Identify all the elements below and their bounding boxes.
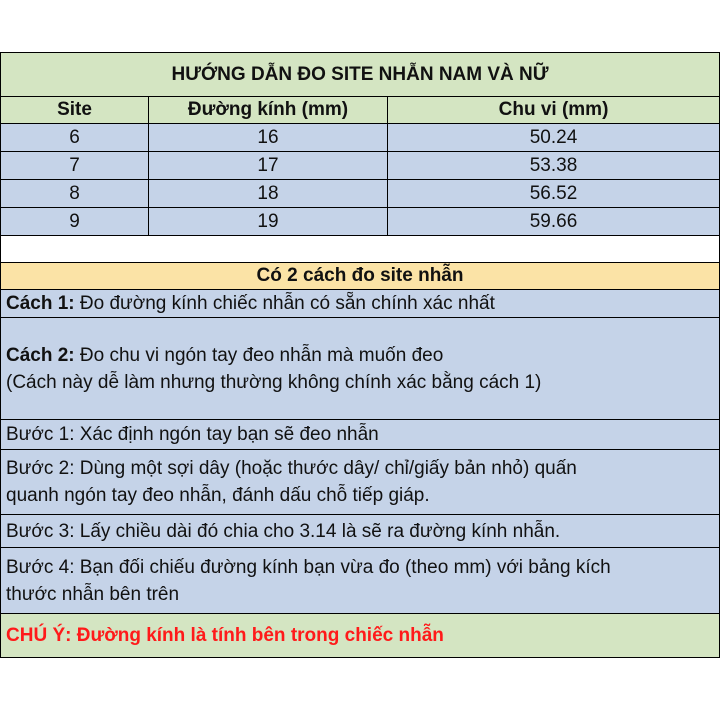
title-row — [1, 53, 720, 97]
circumference-cell: 50.24 — [388, 124, 720, 152]
method-1 — [1, 290, 720, 318]
method-1-label: Cách 1: — [6, 293, 75, 314]
method-2-text: Đo chu vi ngón tay đeo nhẫn mà muốn đeo — [74, 344, 444, 366]
diameter-cell: 16 — [149, 124, 388, 152]
step-row — [1, 450, 720, 515]
table-row — [1, 180, 720, 208]
step-4 — [1, 548, 720, 614]
note-row — [1, 614, 720, 658]
step-row — [1, 420, 720, 450]
important-note: CHÚ Ý: Đường kính là tính bên trong chiếc nhẫn — [1, 614, 720, 658]
method-2-label: Cách 2: — [6, 344, 75, 366]
step-3 — [1, 515, 720, 548]
method-2 — [1, 318, 720, 420]
column-header-site: Site — [1, 97, 149, 124]
method-1-row — [1, 290, 720, 318]
method-2-note: (Cách này dễ làm nhưng thường không chính xác bằng cách 1) — [6, 371, 542, 393]
step-1 — [1, 420, 720, 450]
table-row — [1, 152, 720, 180]
table-row — [1, 124, 720, 152]
step-4-line-2: thước nhẫn bên trên — [6, 583, 180, 605]
circumference-cell: 56.52 — [388, 180, 720, 208]
step-2-line-2: quanh ngón tay đeo nhẫn, đánh dấu chỗ tiếp giáp. — [6, 485, 430, 506]
diameter-cell: 19 — [149, 208, 388, 236]
ring-size-guide-table — [0, 52, 720, 658]
methods-heading: Có 2 cách đo site nhẫn — [1, 263, 720, 290]
site-cell: 6 — [1, 124, 149, 152]
site-cell: 9 — [1, 208, 149, 236]
step-2 — [1, 450, 720, 515]
spacer-row — [1, 236, 720, 263]
guide-title: HƯỚNG DẪN ĐO SITE NHẪN NAM VÀ NỮ — [1, 53, 720, 97]
step-1-line-1: Bước 1: Xác định ngón tay bạn sẽ đeo nhẫn — [6, 424, 379, 445]
empty-cell — [1, 236, 720, 263]
step-row — [1, 515, 720, 548]
circumference-cell: 53.38 — [388, 152, 720, 180]
column-header-circumference: Chu vi (mm) — [388, 97, 720, 124]
column-header-diameter: Đường kính (mm) — [149, 97, 388, 124]
methods-heading-row — [1, 263, 720, 290]
header-row — [1, 97, 720, 124]
site-cell: 7 — [1, 152, 149, 180]
table-row — [1, 208, 720, 236]
diameter-cell: 17 — [149, 152, 388, 180]
site-cell: 8 — [1, 180, 149, 208]
circumference-cell: 59.66 — [388, 208, 720, 236]
method-2-row — [1, 318, 720, 420]
diameter-cell: 18 — [149, 180, 388, 208]
step-4-line-1: Bước 4: Bạn đối chiếu đường kính bạn vừa đo (theo mm) với bảng kích — [6, 556, 611, 578]
step-3-line-1: Bước 3: Lấy chiều dài đó chia cho 3.14 là sẽ ra đường kính nhẫn. — [6, 520, 561, 542]
method-1-text: Đo đường kính chiếc nhẫn có sẵn chính xác nhất — [74, 293, 495, 314]
step-2-line-1: Bước 2: Dùng một sợi dây (hoặc thước dây/ chỉ/giấy bản nhỏ) quấn — [6, 458, 577, 479]
step-row — [1, 548, 720, 614]
